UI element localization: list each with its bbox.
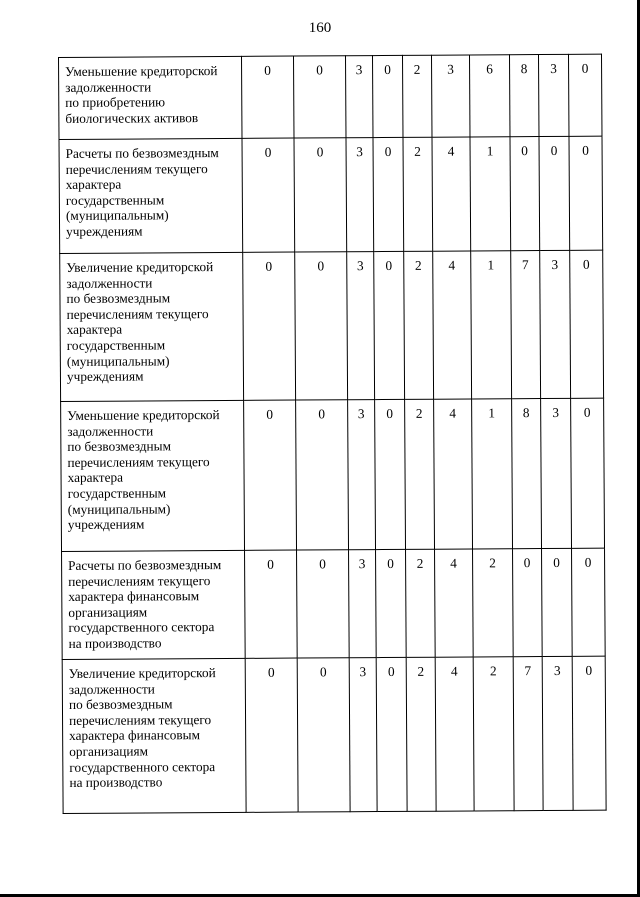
row-label-line: задолженности (68, 681, 155, 697)
code-digit-cell: 0 (513, 549, 543, 657)
row-label-line: характера (67, 469, 124, 486)
row-label-line: перечислениям текущего (65, 160, 208, 177)
code-digit-cell: 0 (295, 252, 348, 400)
row-label-line: перечислениям текущего (69, 711, 212, 728)
row-label-line: Увеличение кредиторской (68, 665, 216, 681)
code-digit-cell: 0 (241, 56, 293, 138)
row-label-line: задолженности (67, 423, 154, 439)
row-label-cell (61, 400, 245, 551)
code-digit-cell: 4 (435, 549, 474, 657)
row-label-line: (муниципальным) (66, 352, 170, 369)
row-label-line: характера (66, 321, 123, 338)
code-digit-cell: 3 (540, 250, 571, 398)
code-digit-cell: 2 (406, 549, 436, 657)
code-digit-cell: 0 (374, 251, 405, 399)
row-label-line: характера (65, 176, 122, 193)
code-digit-cell: 0 (376, 549, 407, 657)
row-label-line: по безвозмездным (66, 290, 171, 307)
code-digit-cell: 1 (472, 399, 513, 549)
code-digit-cell: 0 (244, 400, 297, 550)
row-label-line: Уменьшение кредиторской (65, 63, 218, 79)
code-digit-cell: 2 (402, 55, 432, 137)
row-label-line: учреждениям (66, 368, 144, 385)
code-digit-cell: 0 (571, 398, 605, 548)
row-label-line: по приобретению (65, 94, 166, 111)
row-label-cell (59, 138, 243, 253)
code-digit-cell: 3 (541, 398, 572, 548)
code-digit-cell: 8 (512, 399, 542, 549)
row-label-line: государственного сектора (68, 619, 215, 636)
code-digit-cell: 1 (471, 251, 512, 399)
table-row (62, 656, 606, 813)
row-label-line: (муниципальным) (67, 500, 171, 517)
budget-classification-table-wrapper (58, 54, 606, 814)
table-row (60, 250, 604, 401)
budget-classification-table (58, 54, 607, 814)
row-label-line: учреждениям (67, 516, 145, 533)
code-digit-cell: 6 (469, 55, 510, 137)
code-digit-cell: 0 (376, 657, 407, 811)
row-label-line: Увеличение кредиторской (66, 259, 214, 275)
code-digit-cell: 0 (373, 137, 404, 251)
code-digit-cell: 4 (434, 399, 473, 549)
row-label-line: на производство (69, 774, 163, 791)
code-digit-cell: 0 (375, 399, 406, 549)
table-row (62, 548, 606, 659)
code-digit-cell: 3 (345, 56, 373, 138)
code-digit-cell: 3 (538, 54, 569, 136)
row-label-line: Уменьшение кредиторской (67, 407, 220, 423)
row-label-line: государственного сектора (69, 758, 216, 775)
code-digit-cell: 0 (568, 54, 602, 136)
code-digit-cell: 2 (473, 549, 514, 657)
code-digit-cell: 8 (509, 55, 539, 137)
code-digit-cell: 3 (542, 656, 573, 810)
code-digit-cell: 1 (470, 137, 511, 251)
row-label-cell (59, 56, 242, 139)
code-digit-cell: 2 (404, 251, 434, 399)
row-label-line: перечислениям текущего (67, 453, 210, 470)
row-label-line: учреждениям (66, 223, 143, 239)
code-digit-cell: 2 (473, 657, 514, 811)
code-digit-cell: 0 (242, 138, 295, 252)
row-label-line: государственным (66, 337, 166, 353)
row-label-line: организациям (68, 604, 148, 620)
row-label-line: по безвозмездным (67, 438, 172, 455)
code-digit-cell: 0 (570, 250, 604, 398)
code-digit-cell: 7 (511, 251, 541, 399)
code-digit-cell: 0 (297, 658, 350, 812)
row-label-line: перечислениям текущего (68, 572, 211, 589)
row-label-line: характера финансовым (69, 727, 201, 744)
row-label-line: на производство (68, 635, 162, 651)
row-label-line: государственным (67, 485, 167, 501)
row-label-line: Расчеты по безвозмездным (68, 557, 222, 573)
code-digit-cell: 7 (513, 657, 543, 811)
code-digit-cell: 4 (432, 137, 471, 251)
code-digit-cell: 3 (348, 400, 376, 550)
row-label-cell (62, 550, 246, 659)
code-digit-cell: 0 (243, 252, 296, 400)
row-label-line: характера финансовым (68, 588, 200, 605)
row-label-line: (муниципальным) (65, 207, 169, 224)
code-digit-cell: 0 (245, 658, 298, 812)
row-label-line: задолженности (65, 79, 152, 95)
code-digit-cell: 0 (293, 56, 345, 138)
code-digit-cell: 3 (347, 252, 375, 400)
row-label-cell (62, 658, 246, 813)
code-digit-cell: 3 (431, 55, 470, 137)
row-label-line: перечислениям текущего (66, 305, 209, 322)
row-label-line: по безвозмездным (68, 696, 173, 713)
code-digit-cell: 0 (296, 400, 349, 550)
code-digit-cell: 3 (346, 138, 374, 252)
code-digit-cell: 0 (542, 548, 573, 656)
row-label-cell (60, 252, 244, 401)
row-label-line: биологических активов (65, 109, 199, 126)
code-digit-cell: 4 (435, 657, 474, 811)
code-digit-cell: 0 (569, 136, 603, 250)
row-label-line: задолженности (66, 275, 153, 291)
code-digit-cell: 0 (510, 137, 540, 251)
page-number: 160 (308, 20, 332, 36)
code-digit-cell: 2 (405, 399, 435, 549)
row-label-line: Расчеты по безвозмездным (65, 145, 219, 161)
code-digit-cell: 0 (294, 138, 347, 252)
code-digit-cell: 0 (572, 548, 606, 656)
row-label-line: организациям (69, 743, 149, 759)
row-label-line: государственным (65, 192, 165, 208)
code-digit-cell: 3 (349, 658, 377, 812)
table-row (59, 136, 603, 253)
code-digit-cell: 2 (406, 657, 436, 811)
code-digit-cell: 4 (433, 251, 472, 399)
code-digit-cell: 0 (572, 656, 606, 810)
code-digit-cell: 0 (372, 55, 403, 137)
code-digit-cell: 0 (539, 136, 570, 250)
code-digit-cell: 3 (349, 550, 377, 658)
code-digit-cell: 2 (403, 137, 433, 251)
table-body (59, 54, 607, 813)
code-digit-cell: 0 (245, 550, 298, 658)
code-digit-cell: 0 (297, 550, 350, 658)
table-row (61, 398, 605, 551)
table-row (59, 54, 602, 139)
